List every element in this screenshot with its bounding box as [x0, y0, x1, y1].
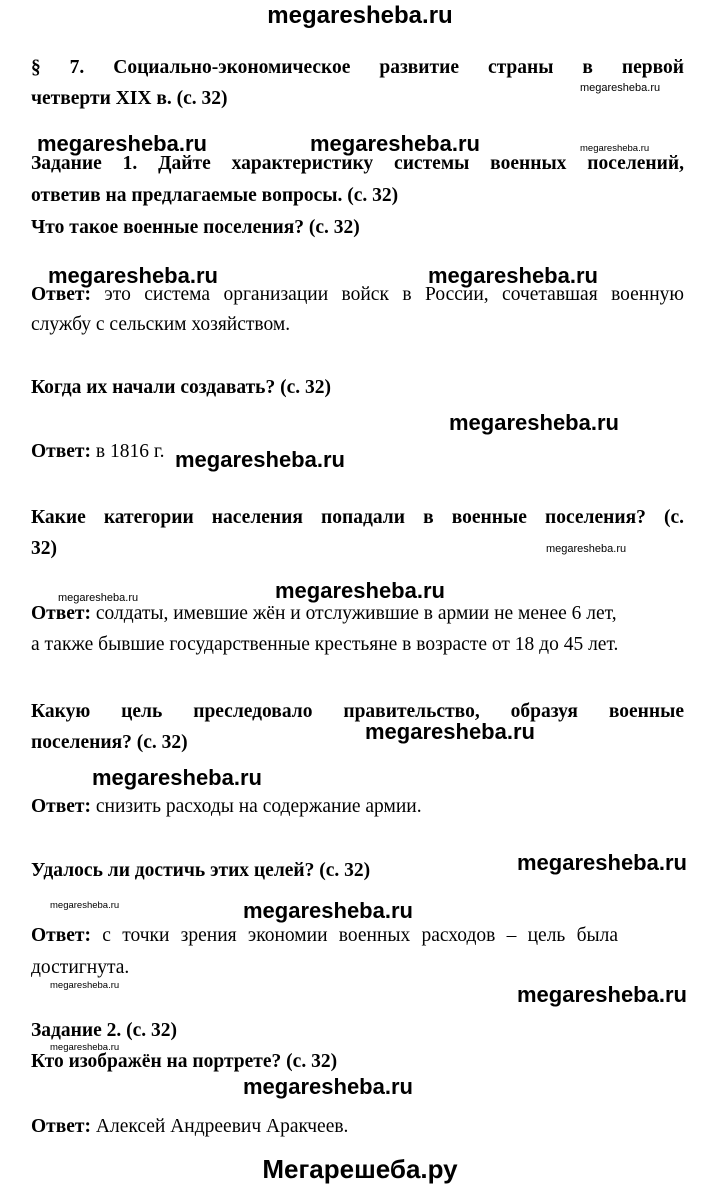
- answer-5-line-1: [31, 925, 618, 947]
- watermark: megaresheba.ru: [517, 982, 687, 1007]
- task2-answer: [31, 1116, 348, 1138]
- watermark: megaresheba.ru: [365, 719, 535, 744]
- question-3-line-2: 32): [31, 538, 57, 559]
- watermark: megaresheba.ru: [580, 82, 661, 94]
- answer-label: Ответ:: [31, 441, 92, 462]
- task2-question: Кто изображён на портрете? (с. 32): [31, 1051, 338, 1072]
- answer-2: [31, 441, 165, 463]
- task1-title-line-2: ответив на предлагаемые вопросы. (с. 32): [31, 185, 399, 206]
- watermark: megaresheba.ru: [546, 543, 627, 555]
- answer-text: это система организации войск в России, сочетавшая военную: [91, 284, 684, 305]
- answer-4: [31, 796, 422, 818]
- answer-text: снизить расходы на содержание армии.: [91, 796, 422, 817]
- question-4-line-1: Какую цель преследовало правительство, образуя военные: [31, 701, 684, 722]
- watermark: megaresheba.ru: [243, 1074, 413, 1099]
- question-2: Когда их начали создавать? (с. 32): [31, 377, 332, 398]
- header-site-name: megaresheba.ru: [267, 2, 453, 29]
- task1-title-line-1: Задание 1. Дайте характеристику системы военных поселений,: [31, 153, 684, 174]
- answer-text: солдаты, имевшие жён и отслужившие в армии не менее 6 лет,: [91, 603, 617, 624]
- watermark: megaresheba.ru: [310, 131, 480, 156]
- answer-3-line-1: [31, 603, 617, 625]
- watermark: megaresheba.ru: [58, 592, 139, 604]
- watermark: megaresheba.ru: [428, 263, 598, 288]
- watermark: megaresheba.ru: [48, 263, 218, 288]
- watermark: megaresheba.ru: [175, 447, 345, 472]
- answer-label: Ответ:: [31, 925, 92, 946]
- answer-label: Ответ:: [31, 1116, 92, 1137]
- section-title-line-2: четверти XIX в. (с. 32): [31, 88, 228, 109]
- answer-5-line-2: достигнута.: [31, 957, 130, 978]
- answer-1-line-2: службу с сельским хозяйством.: [31, 314, 291, 335]
- answer-text: с точки зрения экономии военных расходов – цель была: [91, 925, 618, 946]
- question-3-line-1: Какие категории населения попадали в военные поселения? (с.: [31, 507, 684, 528]
- answer-3-line-2: а также бывшие государственные крестьяне в возрасте от 18 до 45 лет.: [31, 634, 619, 655]
- watermark: megaresheba.ru: [449, 410, 619, 435]
- watermark: megaresheba.ru: [275, 578, 445, 603]
- question-5: Удалось ли достичь этих целей? (с. 32): [31, 860, 371, 881]
- watermark: megaresheba.ru: [92, 765, 262, 790]
- answer-text: Алексей Андреевич Аракчеев.: [91, 1116, 349, 1137]
- watermark: megaresheba.ru: [50, 900, 120, 911]
- answer-label: Ответ:: [31, 284, 92, 305]
- question-4-line-2: поселения? (с. 32): [31, 732, 188, 753]
- section-title-line-1: § 7. Социально-экономическое развитие страны в первой: [31, 57, 684, 78]
- task2-title: Задание 2. (с. 32): [31, 1020, 178, 1041]
- answer-text: в 1816 г.: [91, 441, 165, 462]
- answer-label: Ответ:: [31, 603, 92, 624]
- watermark: megaresheba.ru: [50, 1042, 120, 1053]
- watermark: megaresheba.ru: [37, 131, 207, 156]
- footer-site-name: Мегарешеба.ру: [262, 1154, 458, 1184]
- answer-label: Ответ:: [31, 796, 92, 817]
- watermark: megaresheba.ru: [580, 143, 650, 154]
- watermark: megaresheba.ru: [50, 980, 120, 991]
- question-1: Что такое военные поселения? (с. 32): [31, 217, 360, 238]
- watermark: megaresheba.ru: [517, 850, 687, 875]
- watermark: megaresheba.ru: [243, 898, 413, 923]
